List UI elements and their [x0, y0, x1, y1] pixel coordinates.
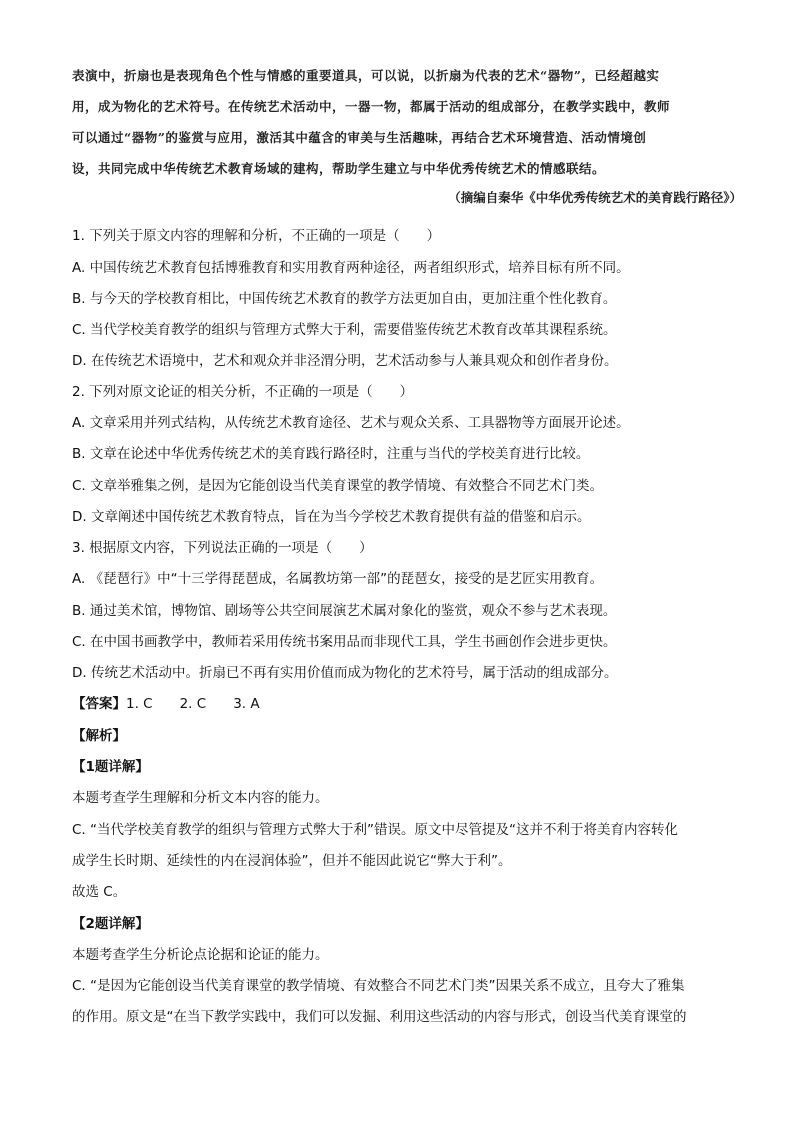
question-3-option-c: C. 在中国书画教学中，教师若采用传统书案用品而非现代工具，学生书画创作会进步更快。 [72, 634, 617, 650]
answer-line [72, 692, 732, 712]
question-2-option-c: C. 文章举雅集之例，是因为它能创设当代美育课堂的教学情境、有效整合不同艺术门类。 [72, 478, 604, 494]
analysis-tag: 【解析】 [72, 728, 126, 744]
question-3-option-d: D. 传统艺术活动中。折扇已不再有实用价值而成为物化的艺术符号，属于活动的组成部分。 [72, 665, 618, 681]
answer-values: 1. C 2. C 3. A [126, 696, 260, 712]
passage-line: 用，成为物化的艺术符号。在传统艺术活动中，一器一物，都属于活动的组成部分，在教学实践中，教师 [72, 99, 671, 114]
detail-2-line-1: C. “是因为它能创设当代美育课堂的教学情境、有效整合不同艺术门类”因果关系不成立，且夸大了雅集 [72, 978, 685, 994]
answer-tag: 【答案】 [72, 696, 126, 712]
question-1-option-a: A. 中国传统艺术教育包括博雅教育和实用教育两种途径，两者组织形式，培养目标有所不同。 [72, 260, 630, 276]
detail-2-tag: 【2题详解】 [72, 916, 149, 932]
detail-1-line-2: 成学生长时期、延续性的内在浸润体验”，但并不能因此说它“弊大于利”。 [72, 853, 512, 869]
question-3-stem: 3. 根据原文内容，下列说法正确的一项是（ ） [72, 540, 373, 556]
passage-line: 设，共同完成中华传统艺术教育场域的建构，帮助学生建立与中华优秀传统艺术的情感联结。 [72, 161, 606, 176]
detail-1-tag: 【1题详解】 [72, 759, 149, 775]
question-1-option-b: B. 与今天的学校教育相比，中国传统艺术教育的教学方法更加自由，更加注重个性化教育。 [72, 291, 617, 307]
question-2-option-b: B. 文章在论述中华优秀传统艺术的美育践行路径时，注重与当代的学校美育进行比较。 [72, 446, 590, 462]
passage-source: （摘编自秦华《中华优秀传统艺术的美育践行路径》） [448, 190, 742, 205]
question-3-option-b: B. 通过美术馆，博物馆、剧场等公共空间展演艺术属对象化的鉴赏，观众不参与艺术表现。 [72, 603, 617, 619]
passage-line: 可以通过“器物”的鉴赏与应用，激活其中蕴含的审美与生活趣味，再结合艺术环境营造、活动情境创 [72, 130, 647, 145]
detail-1-line-1: C. “当代学校美育教学的组织与管理方式弊大于利”错误。原文中尽管提及“这并不利于将美育内容转化 [72, 822, 678, 838]
passage-excerpt [72, 60, 724, 184]
question-2-stem: 2. 下列对原文论证的相关分析，不正确的一项是（ ） [72, 384, 414, 400]
question-1-stem: 1. 下列关于原文内容的理解和分析，不正确的一项是（ ） [72, 228, 441, 244]
detail-2-ability: 本题考查学生分析论点论据和论证的能力。 [72, 947, 329, 963]
question-2-option-d: D. 文章阐述中国传统艺术教育特点，旨在为当今学校艺术教育提供有益的借鉴和启示。 [72, 509, 591, 525]
question-3-option-a: A. 《琵琶行》中“十三学得琵琶成，名属教坊第一部”的琵琶女，接受的是艺匠实用教育。 [72, 571, 604, 587]
passage-line: 表演中，折扇也是表现角色个性与情感的重要道具，可以说，以折扇为代表的艺术“器物”，已经超越实 [72, 68, 660, 83]
detail-1-ability: 本题考查学生理解和分析文本内容的能力。 [72, 790, 329, 806]
detail-2-line-2: 的作用。原文是“在当下教学实践中，我们可以发掘、利用这些活动的内容与形式，创设当代美育课堂的 [72, 1009, 687, 1025]
question-2-option-a: A. 文章采用并列式结构，从传统艺术教育途径、艺术与观众关系、工具器物等方面展开论述。 [72, 415, 630, 431]
detail-1-choice: 故选 C。 [72, 884, 127, 900]
question-1-option-d: D. 在传统艺术语境中，艺术和观众并非泾渭分明，艺术活动参与人兼具观众和创作者身份。 [72, 353, 618, 369]
question-1-option-c: C. 当代学校美育教学的组织与管理方式弊大于利，需要借鉴传统艺术教育改革其课程系统。 [72, 322, 617, 338]
